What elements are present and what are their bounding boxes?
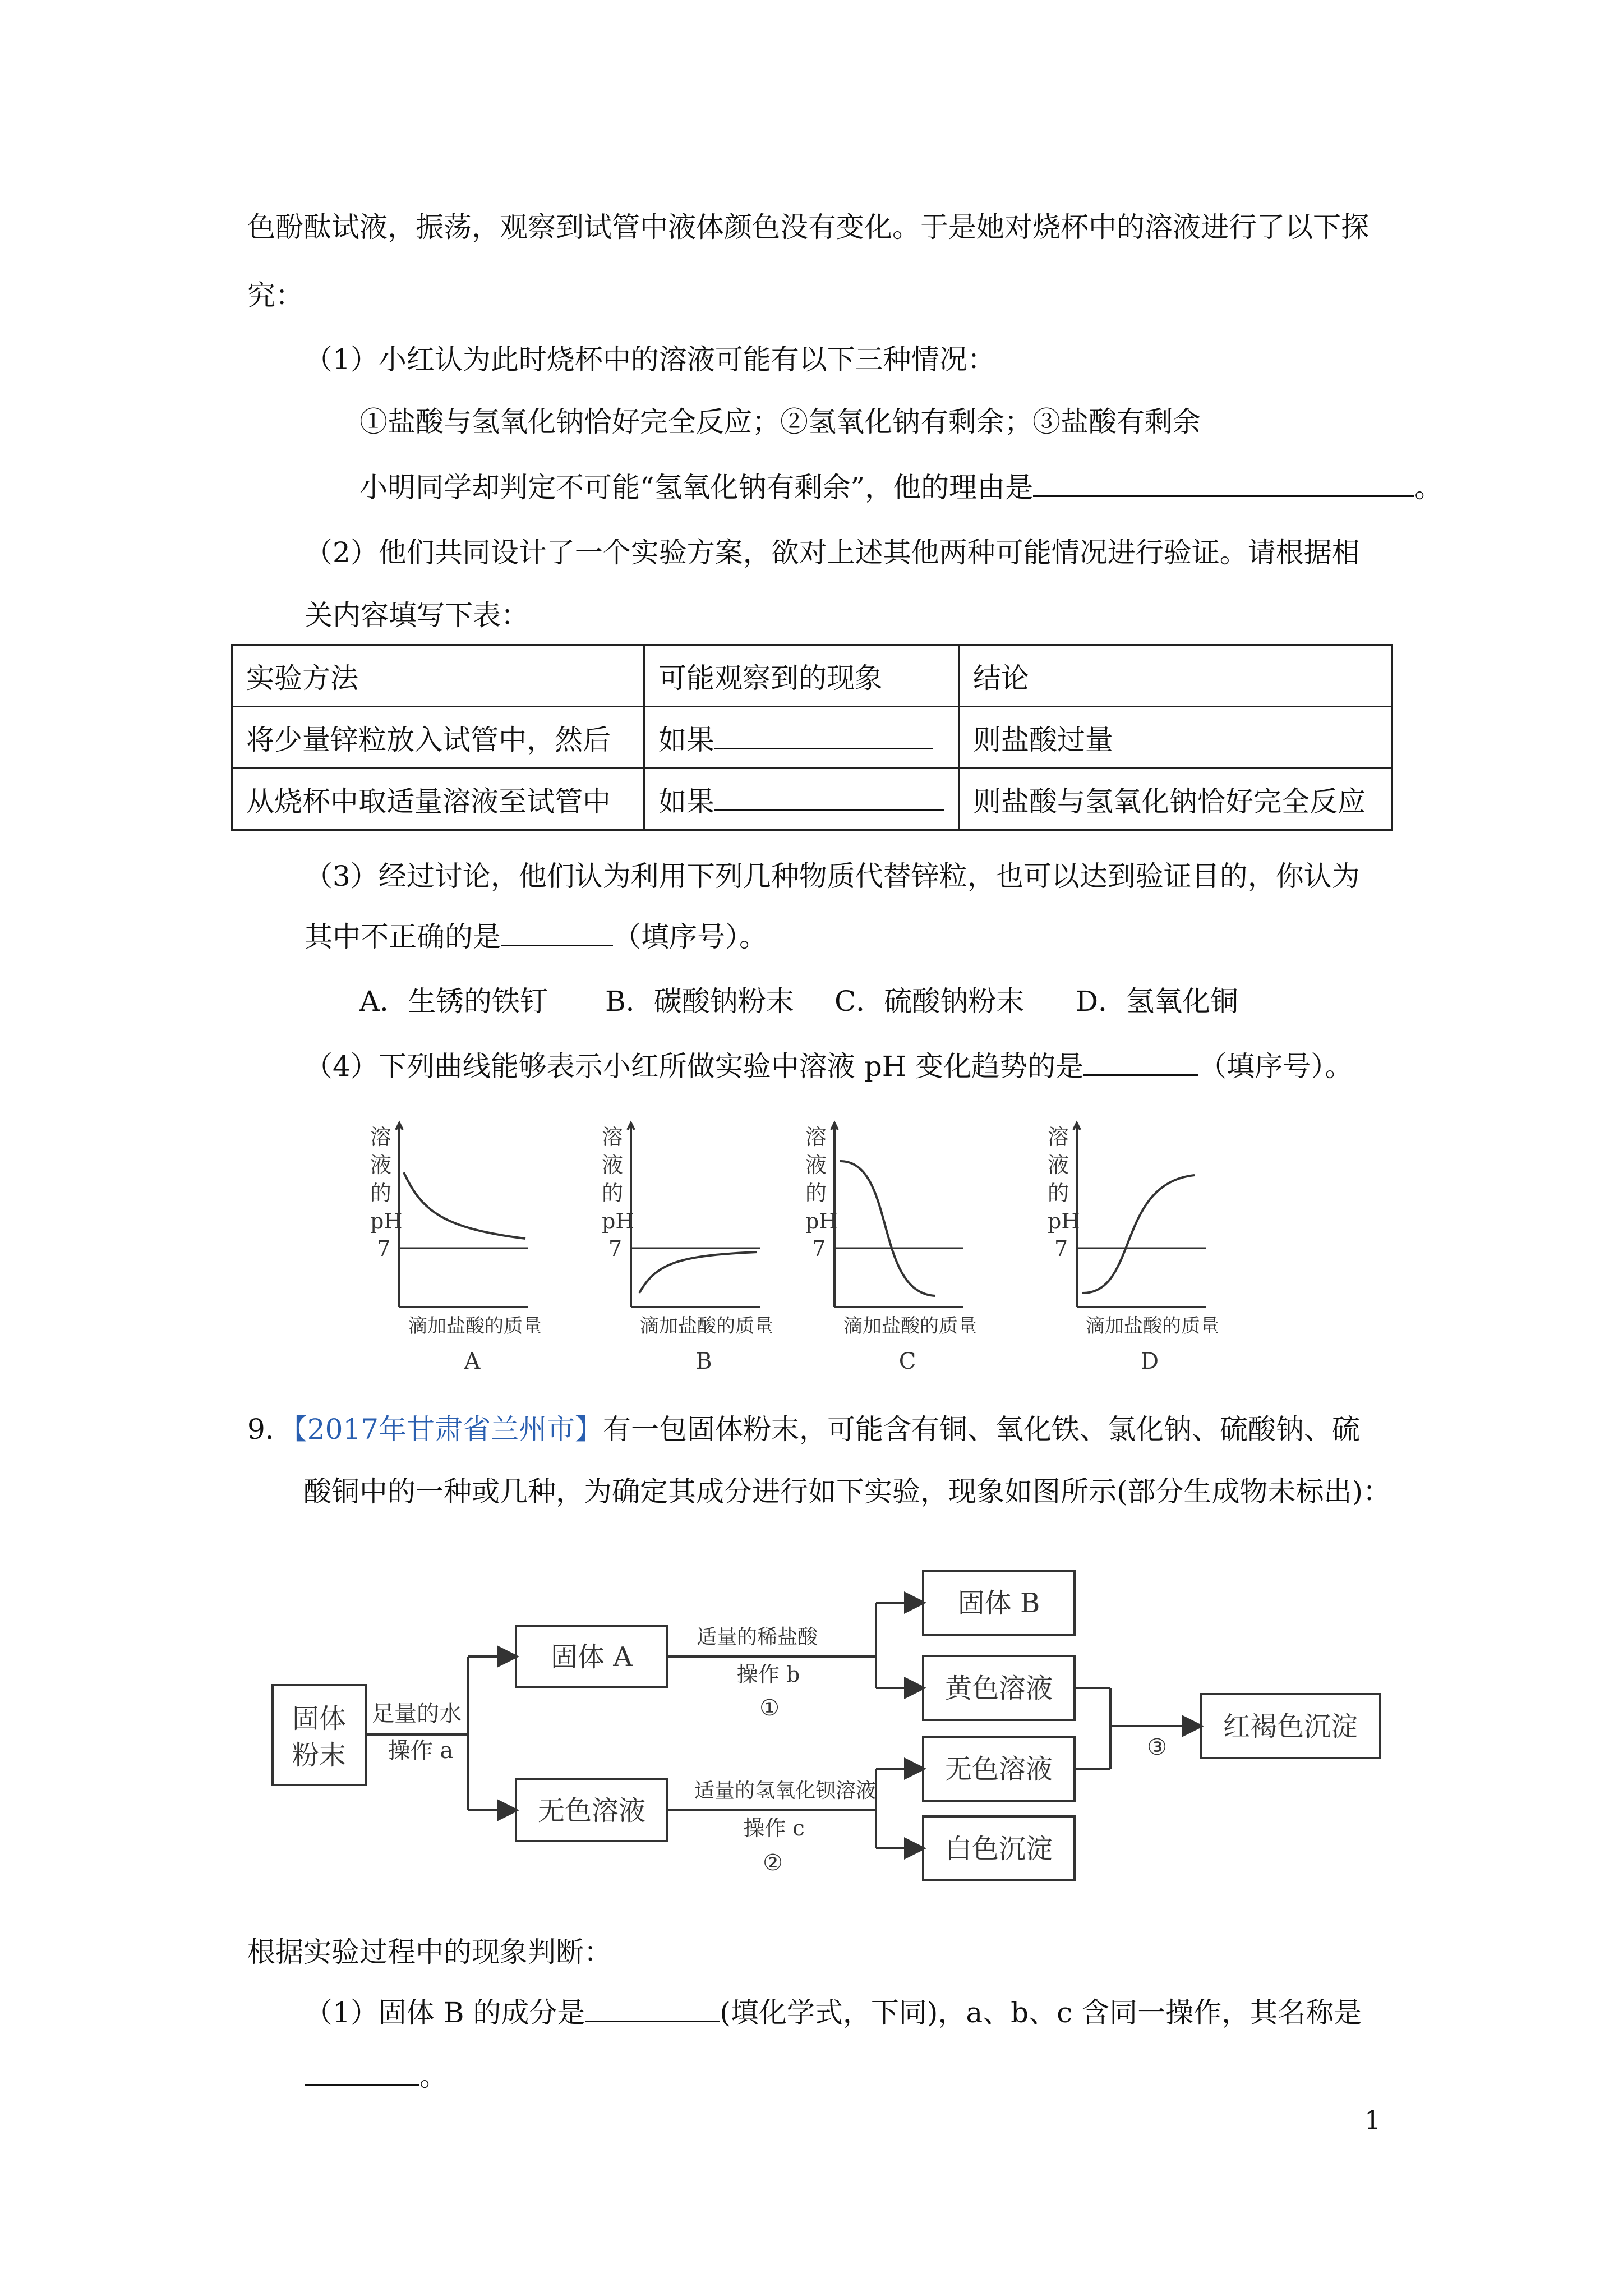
- q4-suffix: （填序号）。: [1198, 1050, 1353, 1083]
- sub1-line-1: [305, 1996, 1362, 2030]
- table-header-phenomenon: 可能观察到的现象: [644, 645, 959, 707]
- x-axis-label: 滴加盐酸的质量: [408, 1315, 542, 1337]
- x-axis-label: 滴加盐酸的质量: [1086, 1315, 1219, 1337]
- powder-label-2: 粉末: [292, 1740, 347, 1771]
- sub1-blank-1[interactable]: [585, 1996, 720, 2022]
- y-axis-label: 溶: [602, 1125, 624, 1149]
- graph-letter: B: [695, 1349, 712, 1374]
- judge-text: 根据实验过程中的现象判断：: [247, 1936, 612, 1968]
- yellow-solution-label: 黄色溶液: [944, 1673, 1053, 1704]
- q1-cases: ①盐酸与氢氧化钠恰好完全反应；②氢氧化钠有剩余；③盐酸有剩余: [359, 406, 1201, 438]
- graph-letter: A: [464, 1349, 481, 1374]
- y-axis-label: 溶: [805, 1125, 827, 1149]
- y-axis-label: pH: [602, 1209, 634, 1234]
- y-axis-label: 液: [1048, 1153, 1069, 1177]
- q3-line-1: （3）经过讨论，他们认为利用下列几种物质代替锌粒，也可以达到验证目的，你认为: [305, 860, 1360, 892]
- ph7-label: 7: [1054, 1236, 1068, 1261]
- q9-line-2: 酸铜中的一种或几种，为确定其成分进行如下实验，现象如图所示(部分生成物未标出)：: [303, 1475, 1391, 1508]
- y-axis-label: pH: [370, 1209, 403, 1234]
- q2-line-1: （2）他们共同设计了一个实验方案，欲对上述其他两种可能情况进行验证。请根据相: [305, 536, 1360, 569]
- ph7-label: 7: [608, 1236, 623, 1261]
- table-conclusion-2: 则盐酸与氢氧化钠恰好完全反应: [959, 769, 1393, 830]
- intro-line-1: 色酚酞试液，振荡，观察到试管中液体颜色没有变化。于是她对烧杯中的溶液进行了以下探: [247, 211, 1369, 243]
- q3-option-a: A．生锈的铁钉: [359, 985, 548, 1018]
- q1-reason-prefix: 小明同学却判定不可能“氢氧化钠有剩余”，他的理由是: [359, 471, 1034, 504]
- q3-option-d: D．氢氧化铜: [1076, 985, 1239, 1018]
- q9-text-1: 有一包固体粉末，可能含有铜、氧化铁、氯化钠、硫酸钠、硫: [603, 1413, 1361, 1446]
- q3-option-b: B．碳酸钠粉末: [605, 985, 794, 1018]
- q9-number: 9．: [247, 1413, 293, 1446]
- red-brown-precipitate-label: 红褐色沉淀: [1223, 1711, 1358, 1742]
- q2-line-2: 关内容填写下表：: [305, 599, 529, 632]
- if-label: 如果: [658, 785, 714, 818]
- op-b-label: 操作 b: [736, 1662, 800, 1687]
- sub1-blank-2[interactable]: [305, 2059, 419, 2086]
- page-number: 1: [1364, 2105, 1381, 2135]
- white-precipitate-label: 白色沉淀: [944, 1833, 1053, 1865]
- table-method-line-2: 从烧杯中取适量溶液至试管中: [232, 769, 644, 830]
- q3-prefix: 其中不正确的是: [305, 921, 501, 953]
- x-axis-label: 滴加盐酸的质量: [843, 1315, 977, 1337]
- op-c-label: 操作 c: [743, 1816, 805, 1841]
- y-axis-label: 液: [805, 1153, 827, 1177]
- colorless-solution-2-label: 无色溶液: [944, 1754, 1053, 1785]
- colorless-solution-label: 无色溶液: [537, 1795, 646, 1826]
- ph7-label: 7: [377, 1236, 391, 1261]
- table-header-conclusion: 结论: [959, 645, 1393, 707]
- y-axis-label: 液: [370, 1153, 392, 1177]
- step-2-label: ②: [763, 1850, 783, 1876]
- sub1-suffix: (填化学式，下同)，a、b、c 含同一操作，其名称是: [720, 1996, 1362, 2029]
- q9-source: 【2017年甘肃省兰州市】: [293, 1413, 603, 1446]
- water-label: 足量的水: [372, 1701, 462, 1727]
- y-axis-label: 的: [602, 1181, 624, 1205]
- baoh-label: 适量的氢氧化钡溶液: [694, 1779, 877, 1802]
- graph-letter: C: [898, 1349, 916, 1374]
- op-a-label: 操作 a: [388, 1738, 454, 1764]
- acid-label: 适量的稀盐酸: [696, 1626, 818, 1649]
- sub1-line-2: [305, 2059, 448, 2093]
- y-axis-label: 溶: [370, 1125, 392, 1149]
- table-header-method: 实验方法: [232, 645, 644, 707]
- y-axis-label: 的: [370, 1181, 392, 1205]
- step-1-label: ①: [759, 1695, 780, 1721]
- y-axis-label: 的: [1048, 1181, 1069, 1205]
- solid-b-label: 固体 B: [957, 1588, 1040, 1619]
- y-axis-label: pH: [805, 1209, 838, 1234]
- ph7-label: 7: [812, 1236, 826, 1261]
- powder-label-1: 固体: [292, 1703, 347, 1734]
- step-3-label: ③: [1147, 1734, 1167, 1760]
- table-method-line-1: 将少量锌粒放入试管中，然后: [232, 707, 644, 769]
- intro-line-2: 究：: [247, 279, 303, 312]
- if-label: 如果: [658, 723, 714, 756]
- table-conclusion-1: 则盐酸过量: [959, 707, 1393, 769]
- q1-text: （1）小红认为此时烧杯中的溶液可能有以下三种情况：: [305, 343, 995, 376]
- q3-option-c: C．硫酸钠粉末: [834, 985, 1025, 1018]
- x-axis-label: 滴加盐酸的质量: [640, 1315, 773, 1337]
- solid-a-label: 固体 A: [551, 1641, 633, 1673]
- y-axis-label: 溶: [1048, 1125, 1069, 1149]
- y-axis-label: pH: [1048, 1209, 1080, 1234]
- q1-reason-suffix: 。: [1414, 471, 1443, 504]
- y-axis-label: 液: [602, 1153, 624, 1177]
- q4-prefix: （4）下列曲线能够表示小红所做实验中溶液 pH 变化趋势的是: [305, 1050, 1084, 1083]
- q3-suffix: （填序号）。: [613, 921, 767, 953]
- y-axis-label: 的: [805, 1181, 827, 1205]
- sub1-prefix: （1）固体 B 的成分是: [305, 1996, 585, 2029]
- graph-letter: D: [1140, 1349, 1159, 1374]
- sub1-end: 。: [419, 2060, 448, 2092]
